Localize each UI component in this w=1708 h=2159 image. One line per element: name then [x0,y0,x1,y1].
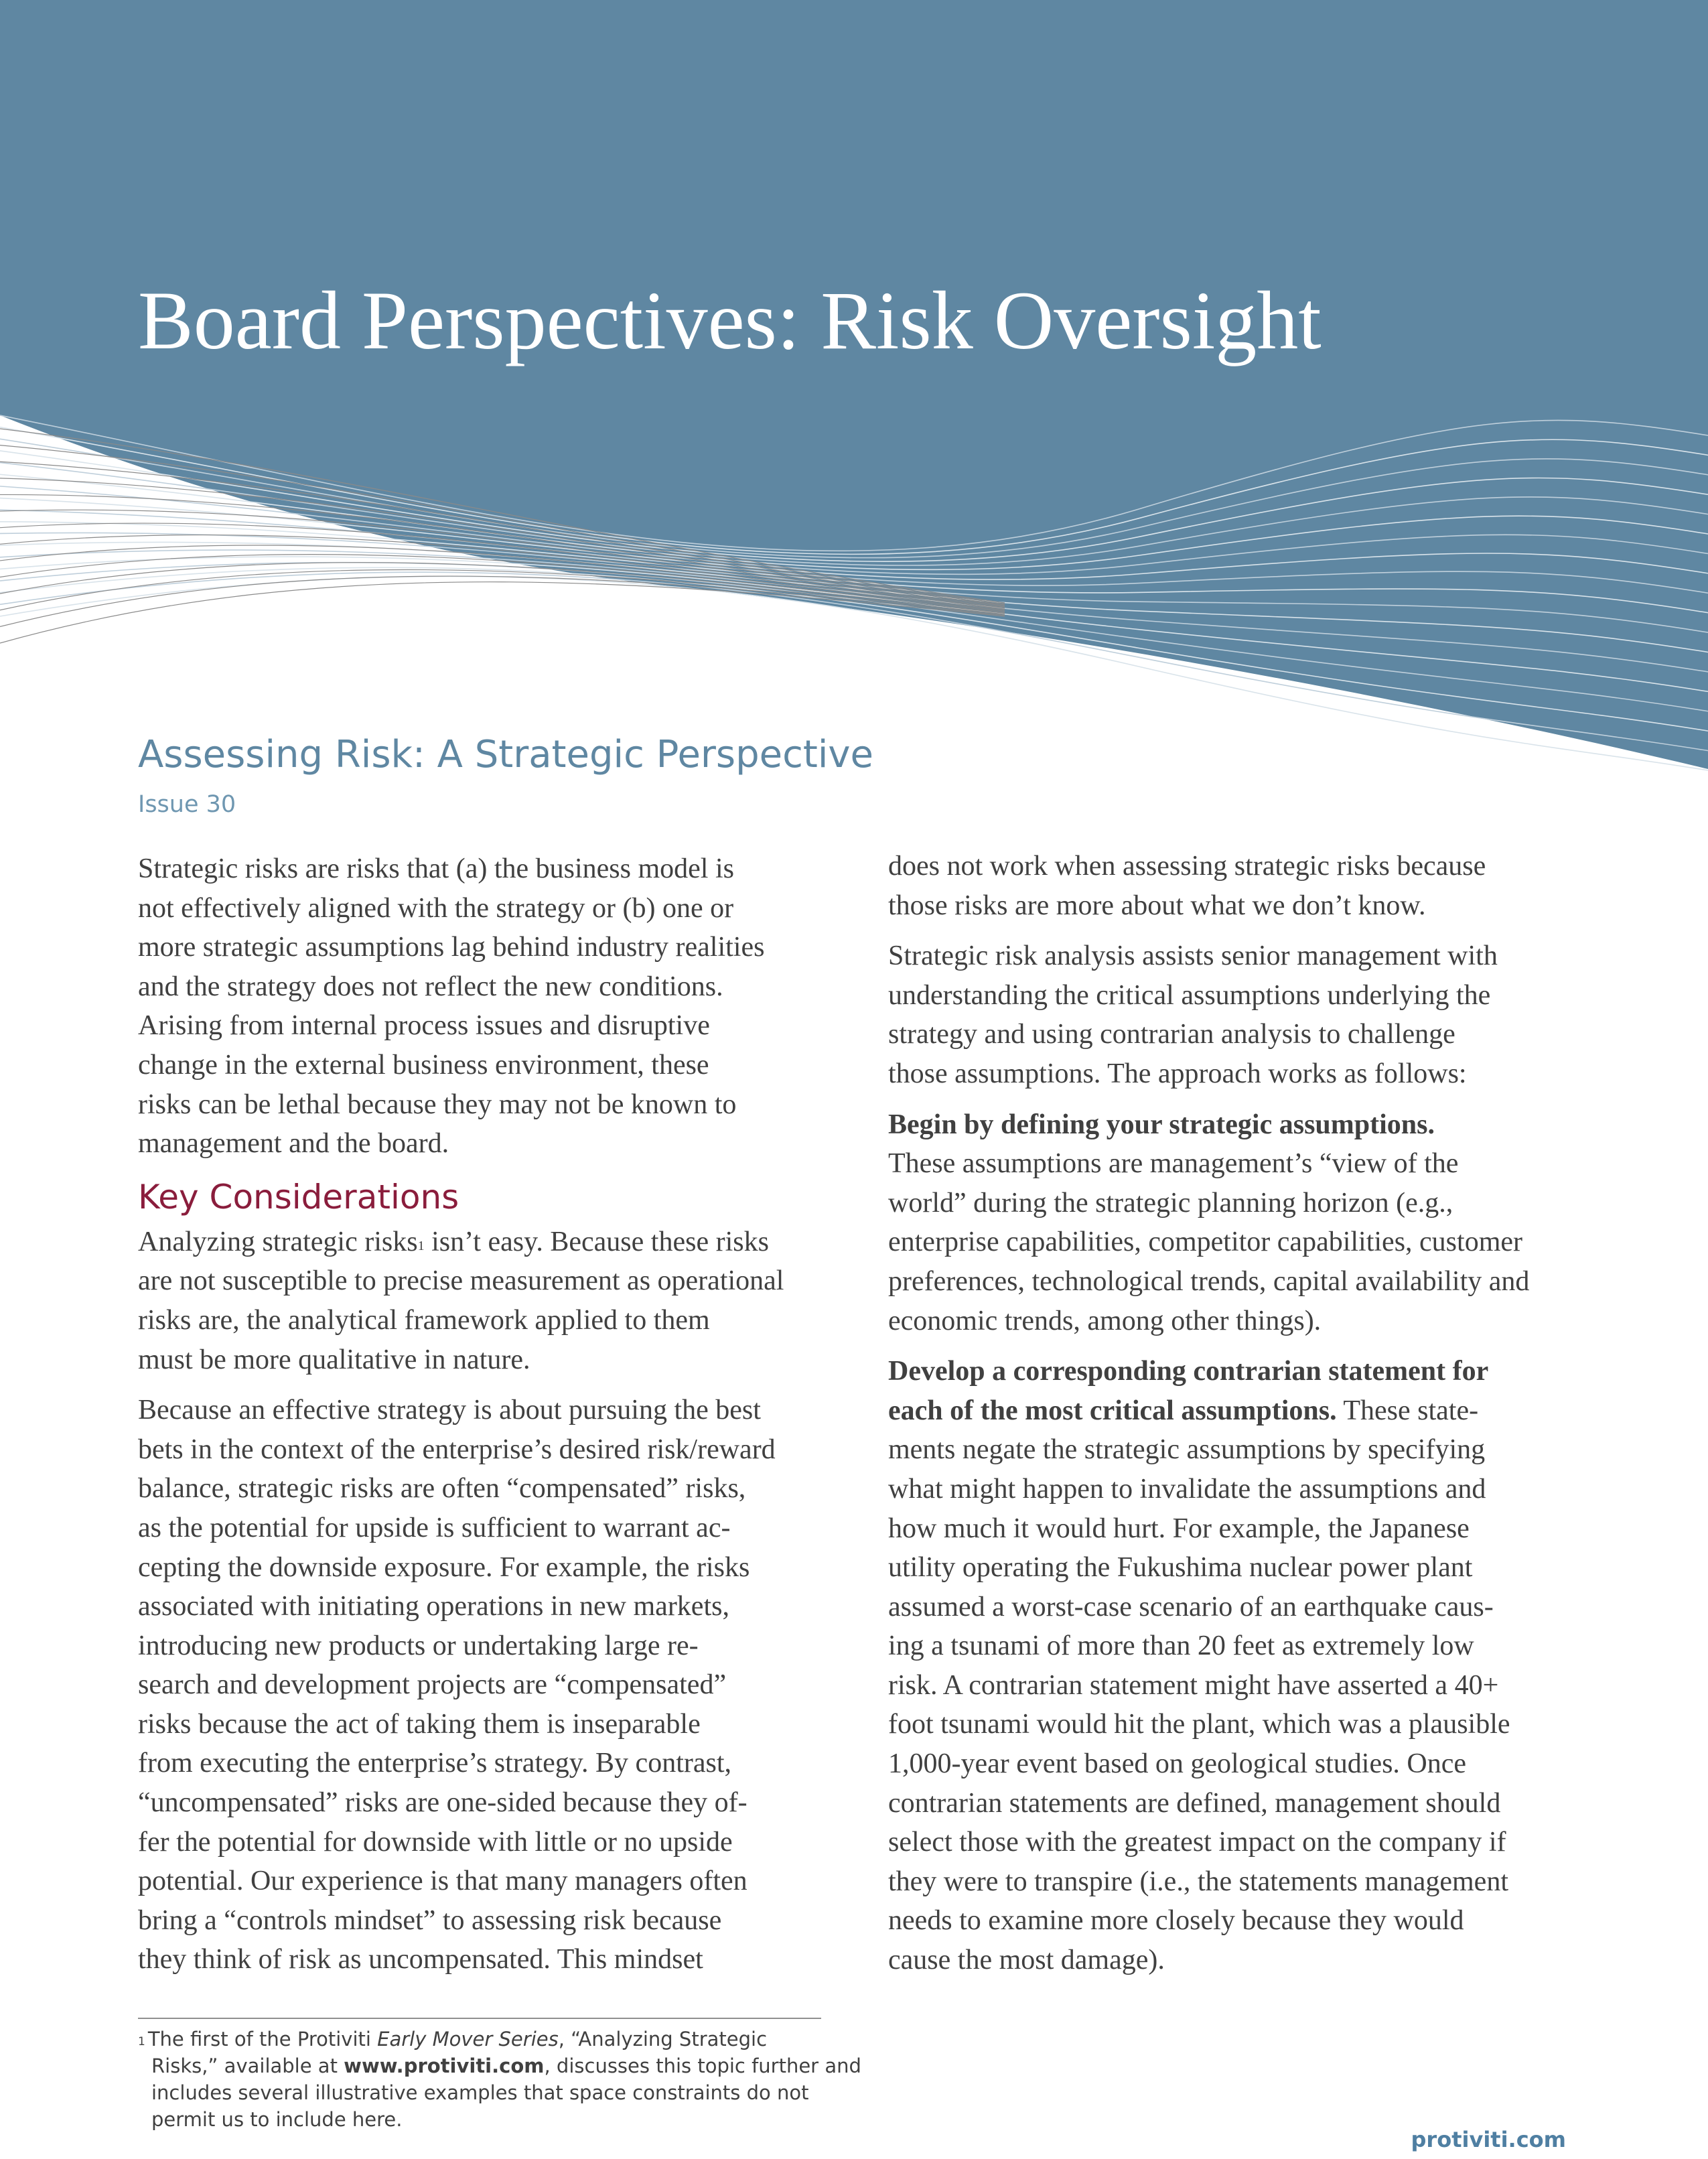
text-line: cause the most damage). [888,1945,1165,1976]
text-line: assumed a worst-case scenario of an earthquake caus- [888,1591,1494,1622]
text-line: does not work when assessing strategic risks because [888,851,1486,882]
text-line: utility operating the Fukushima nuclear power plant [888,1552,1473,1584]
step-define-assumptions [888,1105,1585,1341]
text-line: bring a “controls mindset” to assessing risk because [138,1904,722,1936]
text-line: balance, strategic risks are often “compensated” risks, [138,1473,746,1505]
text-line: cepting the downside exposure. For example, the risks [138,1551,750,1583]
section-heading-key-considerations: Key Considerations [138,1177,459,1216]
text-line: bets in the context of the enterprise’s desired risk/reward [138,1434,776,1465]
text-line: select those with the greatest impact on the company if [888,1827,1506,1858]
text-line: world” during the strategic planning horizon (e.g., [888,1187,1453,1218]
footnote-mark: 1 [138,2035,145,2048]
text-line: search and development projects are “compensated” [138,1669,727,1701]
step-contrarian-statements: Develop a corresponding contrarian statement for each of the most critical assumptions. These state- ments negate the strategic assumptions by specifying what might happen to invalidate the assumptions and how much it would hurt. For example, the Japanese utility operating the Fukushima nuclear power plant assumed a worst-case scenario of an earthquake caus- ing a tsunami of more than 20 feet as extremely low risk. A contrarian statement might have asserted a 40+ foot tsunami would hit the plant, which was a plausible 1,000-year event based on geological studies. Once contrarian statements are defined, management should select those with the greatest impact on the company if they were to transpire (i.e., the statements management needs to examine more closely because they would cause the most damage). [888,1352,1585,1980]
banner-background [0,0,1708,769]
continuation-paragraph [888,847,1585,925]
text-line: ments negate the strategic assumptions by specifying [888,1434,1486,1466]
text-line: those assumptions. The approach works as follows: [888,1058,1467,1089]
text-line: understanding the critical assumptions underlying the [888,979,1491,1011]
text-line: are not susceptible to precise measurement as operational [138,1265,784,1297]
text-line: potential. Our experience is that many managers often [138,1866,748,1897]
text-line: enterprise capabilities, competitor capabilities, customer [888,1227,1522,1258]
text-line: foot tsunami would hit the plant, which was a plausible [888,1709,1510,1740]
text-line: “uncompensated” risks are one-sided because they of- [138,1787,748,1819]
text-line: they were to transpire (i.e., the statements management [888,1866,1508,1897]
text-line: risk. A contrarian statement might have asserted a 40+ [888,1669,1499,1701]
text-line: management and the board. [138,1128,449,1160]
text-line: those risks are more about what we don’t know. [888,890,1426,921]
text-line: These assumptions are management’s “view of the [888,1148,1459,1180]
footnote-reference[interactable]: 1 [417,1238,425,1253]
text-line: contrarian statements are defined, management should [888,1787,1501,1819]
footnote: $^1$ The first of the Protiviti Early Mover Series, “Analyzing Strategic Risks,” available at www.protiviti.com, discusses this topic further and includes several illustrative examples that space constraints do not permit us to include here. [138,2028,861,2131]
text-line: they think of risk as uncompensated. This mindset [138,1944,703,1975]
text-line: not effectively aligned with the strategy or (b) one or [138,892,734,924]
text-line: needs to examine more closely because they would [888,1905,1464,1937]
text-line: as the potential for upside is sufficient to warrant ac- [138,1512,731,1543]
text-line: Strategic risk analysis assists senior management with [888,941,1498,972]
text-line: and the strategy does not reflect the new conditions. [138,971,723,1002]
text-line: must be more qualitative in nature. [138,1344,530,1375]
step-contrarian-heading-line1: Develop a corresponding contrarian statement for [888,1356,1489,1387]
text-line: Strategic risks are risks that (a) the business model is [138,853,734,884]
text-line: how much it would hurt. For example, the Japanese [888,1513,1470,1544]
step-define-assumptions-heading: Begin by defining your strategic assumptions. [888,1109,1435,1140]
text-line: risks because the act of taking them is inseparable [138,1708,701,1740]
text-line: preferences, technological trends, capital availability and [888,1265,1530,1297]
analysis-paragraph: Analyzing strategic risks$^1$ isn’t easy. Because these risks are not susceptible to precise measurement as operational risks are, the analytical framework applied to them must be more qualitative in nature. [138,1223,828,1379]
text-line: from executing the enterprise’s strategy. By contrast, [138,1748,731,1779]
text-line: risks can be lethal because they may not be known to [138,1089,737,1120]
text-line: risks are, the analytical framework applied to them [138,1304,710,1336]
text-line: Because an effective strategy is about pursuing the best [138,1395,761,1426]
text-line: change in the external business environment, these [138,1049,709,1081]
text-line: Arising from internal process issues and disruptive [138,1010,710,1042]
header-banner [0,0,1708,777]
text-line: more strategic assumptions lag behind industry realities [138,932,765,963]
text-line: strategy and using contrarian analysis to challenge [888,1019,1455,1050]
footnote-divider [138,2018,821,2019]
intro-paragraph [138,849,828,1164]
text-line: ing a tsunami of more than 20 feet as extremely low [888,1630,1474,1662]
approach-paragraph [888,936,1585,1093]
text-line: 1,000-year event based on geological studies. Once [888,1748,1467,1780]
text-line: fer the potential for downside with little or no upside [138,1826,733,1858]
text-line: economic trends, among other things). [888,1305,1322,1336]
article-subtitle: Assessing Risk: A Strategic Perspective [138,733,873,776]
issue-number: Issue 30 [138,791,236,818]
text-line: associated with initiating operations in new markets, [138,1591,729,1622]
page-title: Board Perspectives: Risk Oversight [138,275,1322,366]
text-line: what might happen to invalidate the assumptions and [888,1473,1486,1505]
left-column [138,849,828,1991]
footer-website-link[interactable]: protiviti.com [1411,2127,1566,2152]
compensated-risks-paragraph [138,1391,828,1979]
text-line: introducing new products or undertaking large re- [138,1630,699,1661]
right-column [888,847,1585,1992]
step-contrarian-heading-line2: each of the most critical assumptions. [888,1395,1337,1426]
footnote-link[interactable]: www.protiviti.com [344,2054,545,2077]
